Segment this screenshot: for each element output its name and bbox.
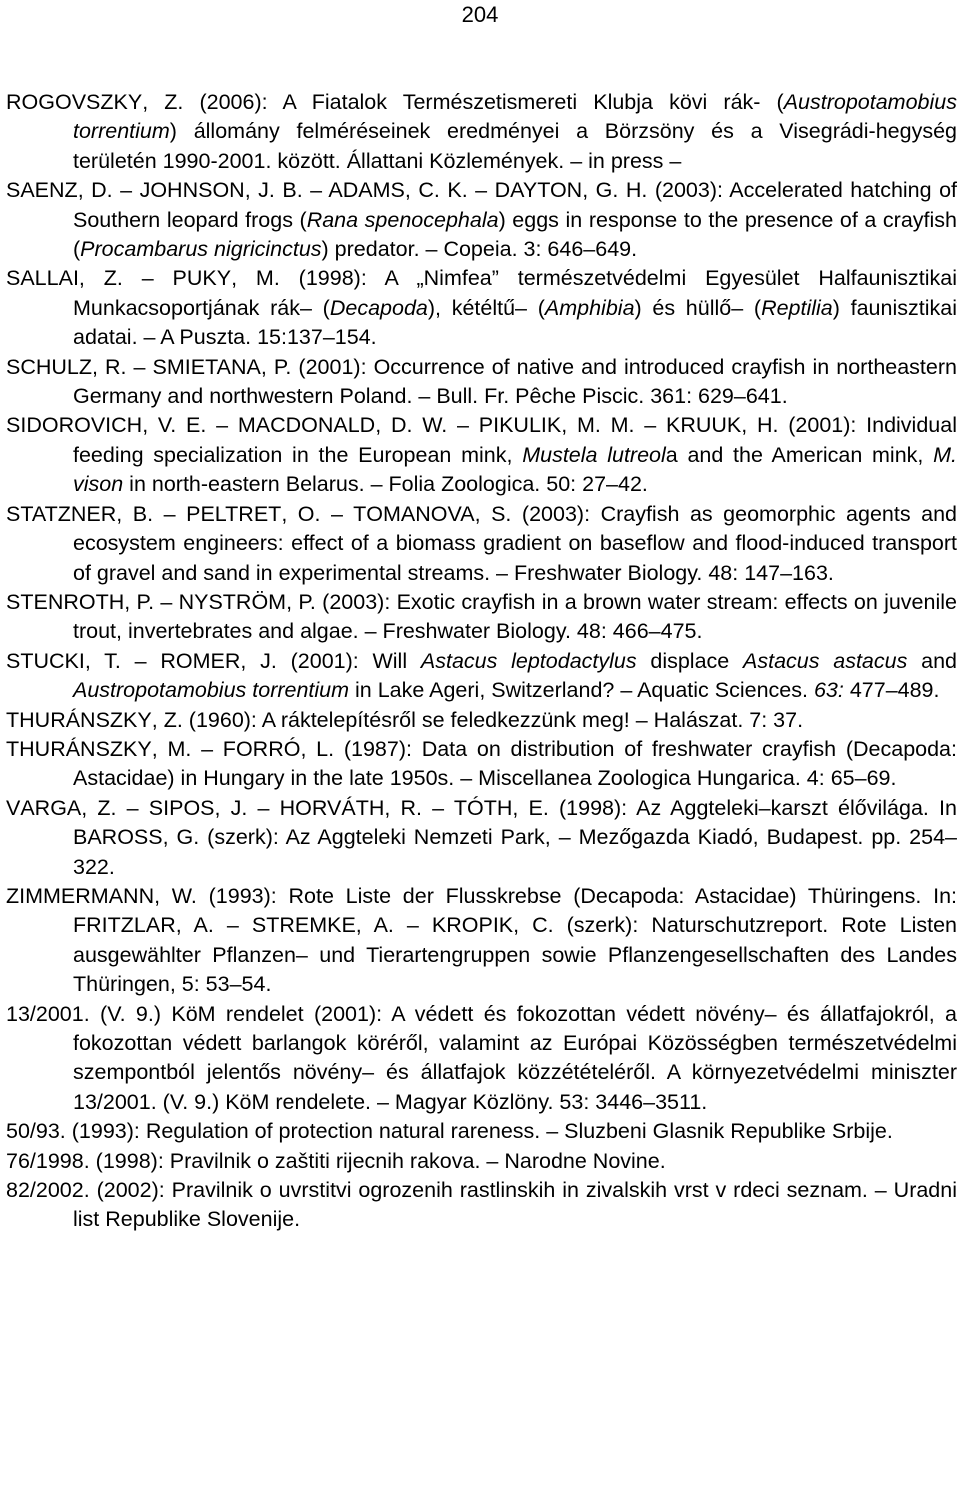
reference-details [90,1149,666,1173]
reference-text: AROSS [87,825,163,850]
reference-entry [6,882,957,1000]
reference-text: (2001): Will [276,648,421,673]
italic-text: Astacus astacus [743,648,908,673]
author-text: TUCKI [20,648,85,673]
author-text: , T. – R [84,648,176,673]
author-text: IDOROVICH [20,413,143,438]
author-text: , B. – P [116,501,201,526]
author-text: V [6,795,21,820]
reference-text: (1987): Data on distribution of freshwater crayfish (Decapoda: Astacidae) in Hungary in the late 1950s. – Miscellanea Zoologica Hungarica. 4: 65–69. [73,736,957,791]
reference-text: (2006): A Fiatalok Természetismereti Klubja kövi rák- ( [183,90,784,114]
author-text: , Z. – P [78,266,187,291]
author-text: , Z. [151,707,183,732]
reference-authors [6,884,197,908]
reference-entry [6,1117,957,1146]
author-text: , G. H. [582,178,648,203]
author-text: S [6,266,21,291]
author-text: , R. – T [384,795,468,820]
author-text: , J. [240,648,277,673]
reference-text: KöM rendelet (2001): A védett és fokozottan védett növény– és állatfajokról, a fokozottan védett barlangok köréről, valamint az Európai Közösségben természetvédelmi szempontból jelentős növény– és állatfajok közzétételéről. A környezetvédelmi miniszter 13/2001. (V. 9.) KöM rendelete. – Magyar Közlöny. 53: 3446–3511. [73,1001,957,1114]
reference-entry [6,500,957,588]
author-text: S [6,178,21,203]
reference-text: , A. – S [175,913,267,938]
reference-authors [6,1149,90,1173]
italic-text: Decapoda [329,295,428,320]
author-text: AYTON [510,178,583,203]
reference-text: (2003): Crayfish as geomorphic agents and ecosystem engineers: effect of a biomass gradient on baseflow and flood-induced transport of gravel and sand in experimental streams. – Freshwater Biology. 48: 147–163. [73,501,957,585]
author-text: OGOVSZKY [21,90,143,114]
italic-text: Austropotamobius torrentium [73,678,350,703]
reference-text: RITZLAR [86,913,176,938]
author-text: , W. [154,883,197,908]
reference-authors [6,590,316,614]
author-text: ELTRET [200,501,282,526]
author-text: OMER [175,648,241,673]
reference-text: (2001): Individual feeding specialization in the European mink, [73,413,957,467]
italic-text: 63: [813,678,844,703]
author-text: S [6,648,21,673]
author-text: , Z. – S [81,795,164,820]
author-text: , J. – H [214,795,296,820]
italic-text: Austropotamobius torrentium [73,90,957,144]
reference-text: displace [636,648,744,673]
reference-text: ROPIK [446,913,514,938]
reference-text: (1998): A „Nimfea” természetvédelmi Egyesület Halfaunisztikai Munkacsoportjának rák– ( [73,266,957,320]
reference-details [73,90,957,173]
author-text: , M. – F [151,736,236,761]
author-text: HURÁNSZKY [19,707,152,732]
italic-text: M. vison [73,442,958,497]
reference-text: in north-eastern Belarus. – Folia Zoologica. 50: 27–42. [123,472,648,497]
author-text: AENZ [20,178,78,203]
reference-text: in Lake Ageri, Switzerland? – Aquatic Sciences. [349,678,814,703]
reference-text: and [907,648,957,673]
reference-text: ) eggs in response to the presence of a crayfish ( [73,207,957,262]
reference-entry [6,1000,957,1118]
author-text: , P. [260,354,292,379]
author-text: S [6,413,21,438]
author-text: YSTRÖM [194,589,287,614]
author-text: 13/2001. (V. 9.) [6,1001,161,1026]
author-text: , R. – S [92,354,167,379]
italic-text: Procambarus nigricinctus [80,237,322,262]
author-text: 76/1998. [6,1148,90,1173]
author-text: HURÁNSZKY [19,736,152,761]
reference-text: (2003): Accelerated hatching of Southern leopard frogs ( [73,178,958,232]
reference-details [183,708,803,732]
author-text: OMANOVA [366,501,475,526]
italic-text: Reptilia [761,295,833,320]
reference-text: ), kétéltű– ( [427,295,545,320]
reference-authors [6,1002,161,1026]
author-text: IPOS [163,795,215,820]
author-text: , D. W. – P [375,413,494,438]
reference-entry [6,353,957,412]
reference-entry [6,88,957,176]
author-text: T [6,707,20,732]
reference-authors [6,796,549,820]
reference-entry [6,176,957,264]
reference-authors [6,413,779,437]
author-text: , O. – T [281,501,367,526]
author-text: , S. [474,501,512,526]
reference-entry [6,735,957,794]
reference-text: ) predator. – Copeia. 3: 646–649. [321,237,638,262]
author-text: MIETANA [166,354,261,379]
reference-text: (1993): Regulation of protection natural rareness. – Sluzbeni Glasnik Republike Srbije. [65,1119,893,1144]
author-text: , J. B. – A [244,178,343,203]
reference-entry [6,1176,957,1235]
reference-authors [6,649,277,673]
reference-list [6,88,957,1235]
reference-text: ) és hüllő– ( [634,295,762,320]
reference-entry [6,588,957,647]
reference-text: TREMKE [266,913,356,938]
author-text: , D. – J [77,178,151,203]
reference-entry [6,264,957,352]
author-text: , L. [300,736,335,761]
reference-entry [6,1147,957,1176]
reference-text: , A. – K [355,913,447,938]
reference-authors [6,1119,66,1143]
author-text: , E. [512,795,549,820]
author-text: S [6,501,21,526]
author-text: 82/2002. [6,1178,90,1203]
reference-text: (2003): Exotic crayfish in a brown water stream: effects on juvenile trout, invertebrates and algae. – Freshwater Biology. 48: 466–475. [73,589,957,644]
author-text: TENROTH [20,589,125,614]
italic-text: Rana spenocephala [306,207,499,232]
italic-text: Mustela lutreol [522,442,666,467]
reference-authors [6,1178,90,1202]
reference-authors [6,266,280,290]
reference-entry [6,411,957,499]
reference-details [66,1119,893,1143]
author-text: UKY [186,266,232,291]
reference-authors [6,708,183,732]
reference-text: (1998): Az Aggteleki–karszt élővilága. In B [73,795,957,850]
author-text: TATZNER [20,501,117,526]
author-text: , V. E. – M [142,413,256,438]
author-text: , P. – N [124,589,195,614]
author-text: , H. [741,413,779,438]
reference-entry [6,647,957,706]
author-text: S [6,354,21,379]
author-text: ORVÁTH [295,795,385,820]
reference-details [73,1178,957,1231]
reference-authors [6,355,291,379]
reference-text: (1993): Rote Liste der Flusskrebse (Decapoda: Astacidae) Thüringens. In: F [73,883,957,938]
reference-authors [6,502,511,526]
author-text: Z [6,883,20,908]
reference-text: , C. (szerk): Naturschutzreport. Rote Listen ausgewählter Pflanzen– und Tierartengruppen sowie Pflanzengesellschaften des Landes Thüringen, 5: 53–54. [73,913,957,997]
author-text: , M. M. – K [561,413,681,438]
reference-text: 477–489. [843,678,940,703]
italic-text: Amphibia [544,295,635,320]
reference-authors [6,90,183,114]
reference-text: (2002): Pravilnik o uvrstitvi ogrozenih rastlinskih in zivalskih vrst v rdeci seznam. – Uradni list Republike Slovenije. [73,1178,957,1232]
author-text: OHNSON [150,178,245,203]
author-text: S [6,589,21,614]
author-text: , Z. [142,90,184,114]
reference-authors [6,178,647,202]
author-text: ALLAI [20,266,79,291]
author-text: ORRÓ [235,736,301,761]
author-text: R [6,90,22,114]
author-text: ÓTH [467,795,513,820]
reference-text: (1960): A ráktelepítésről se feledkezzünk meg! – Halászat. 7: 37. [182,707,804,732]
reference-text: (2001): Occurrence of native and introduced crayfish in northeastern Germany and northwestern Poland. – Bull. Fr. Pêche Piscic. 361: 629–641. [73,354,957,409]
author-text: IMMERMANN [19,883,155,908]
author-text: CHULZ [20,354,93,379]
reference-text: , G. (szerk): Az Aggteleki Nemzeti Park, – Mezőgazda Kiadó, Budapest. pp. 254–322. [73,825,957,879]
reference-text: ) állomány felméréseinek eredményei a Börzsöny és a Visegrádi-hegység területén 1990-2001. között. Állattani Közlemények. – in press – [73,119,957,173]
author-text: , P. [286,589,316,614]
author-text: ARGA [20,795,82,820]
reference-entry [6,706,957,735]
author-text: T [6,736,20,761]
author-text: ACDONALD [255,413,376,438]
reference-text: ) faunisztikai adatai. – A Puszta. 15:137–154. [73,295,957,350]
reference-details [73,884,957,996]
italic-text: Astacus leptodactylus [420,648,637,673]
reference-authors [6,737,334,761]
reference-text: a and the American mink, [665,442,934,467]
author-text: , M. [231,266,280,291]
author-text: , C. K. – D [404,178,511,203]
author-text: DAMS [342,178,405,203]
author-text: 50/93. [6,1119,66,1144]
author-text: IKULIK [493,413,562,438]
author-text: RUUK [680,413,742,438]
reference-text: (1998): Pravilnik o zaštiti rijecnih rakova. – Narodne Novine. [89,1148,666,1173]
reference-entry [6,794,957,882]
reference-details [73,1002,957,1114]
page-number: 204 [461,2,499,27]
